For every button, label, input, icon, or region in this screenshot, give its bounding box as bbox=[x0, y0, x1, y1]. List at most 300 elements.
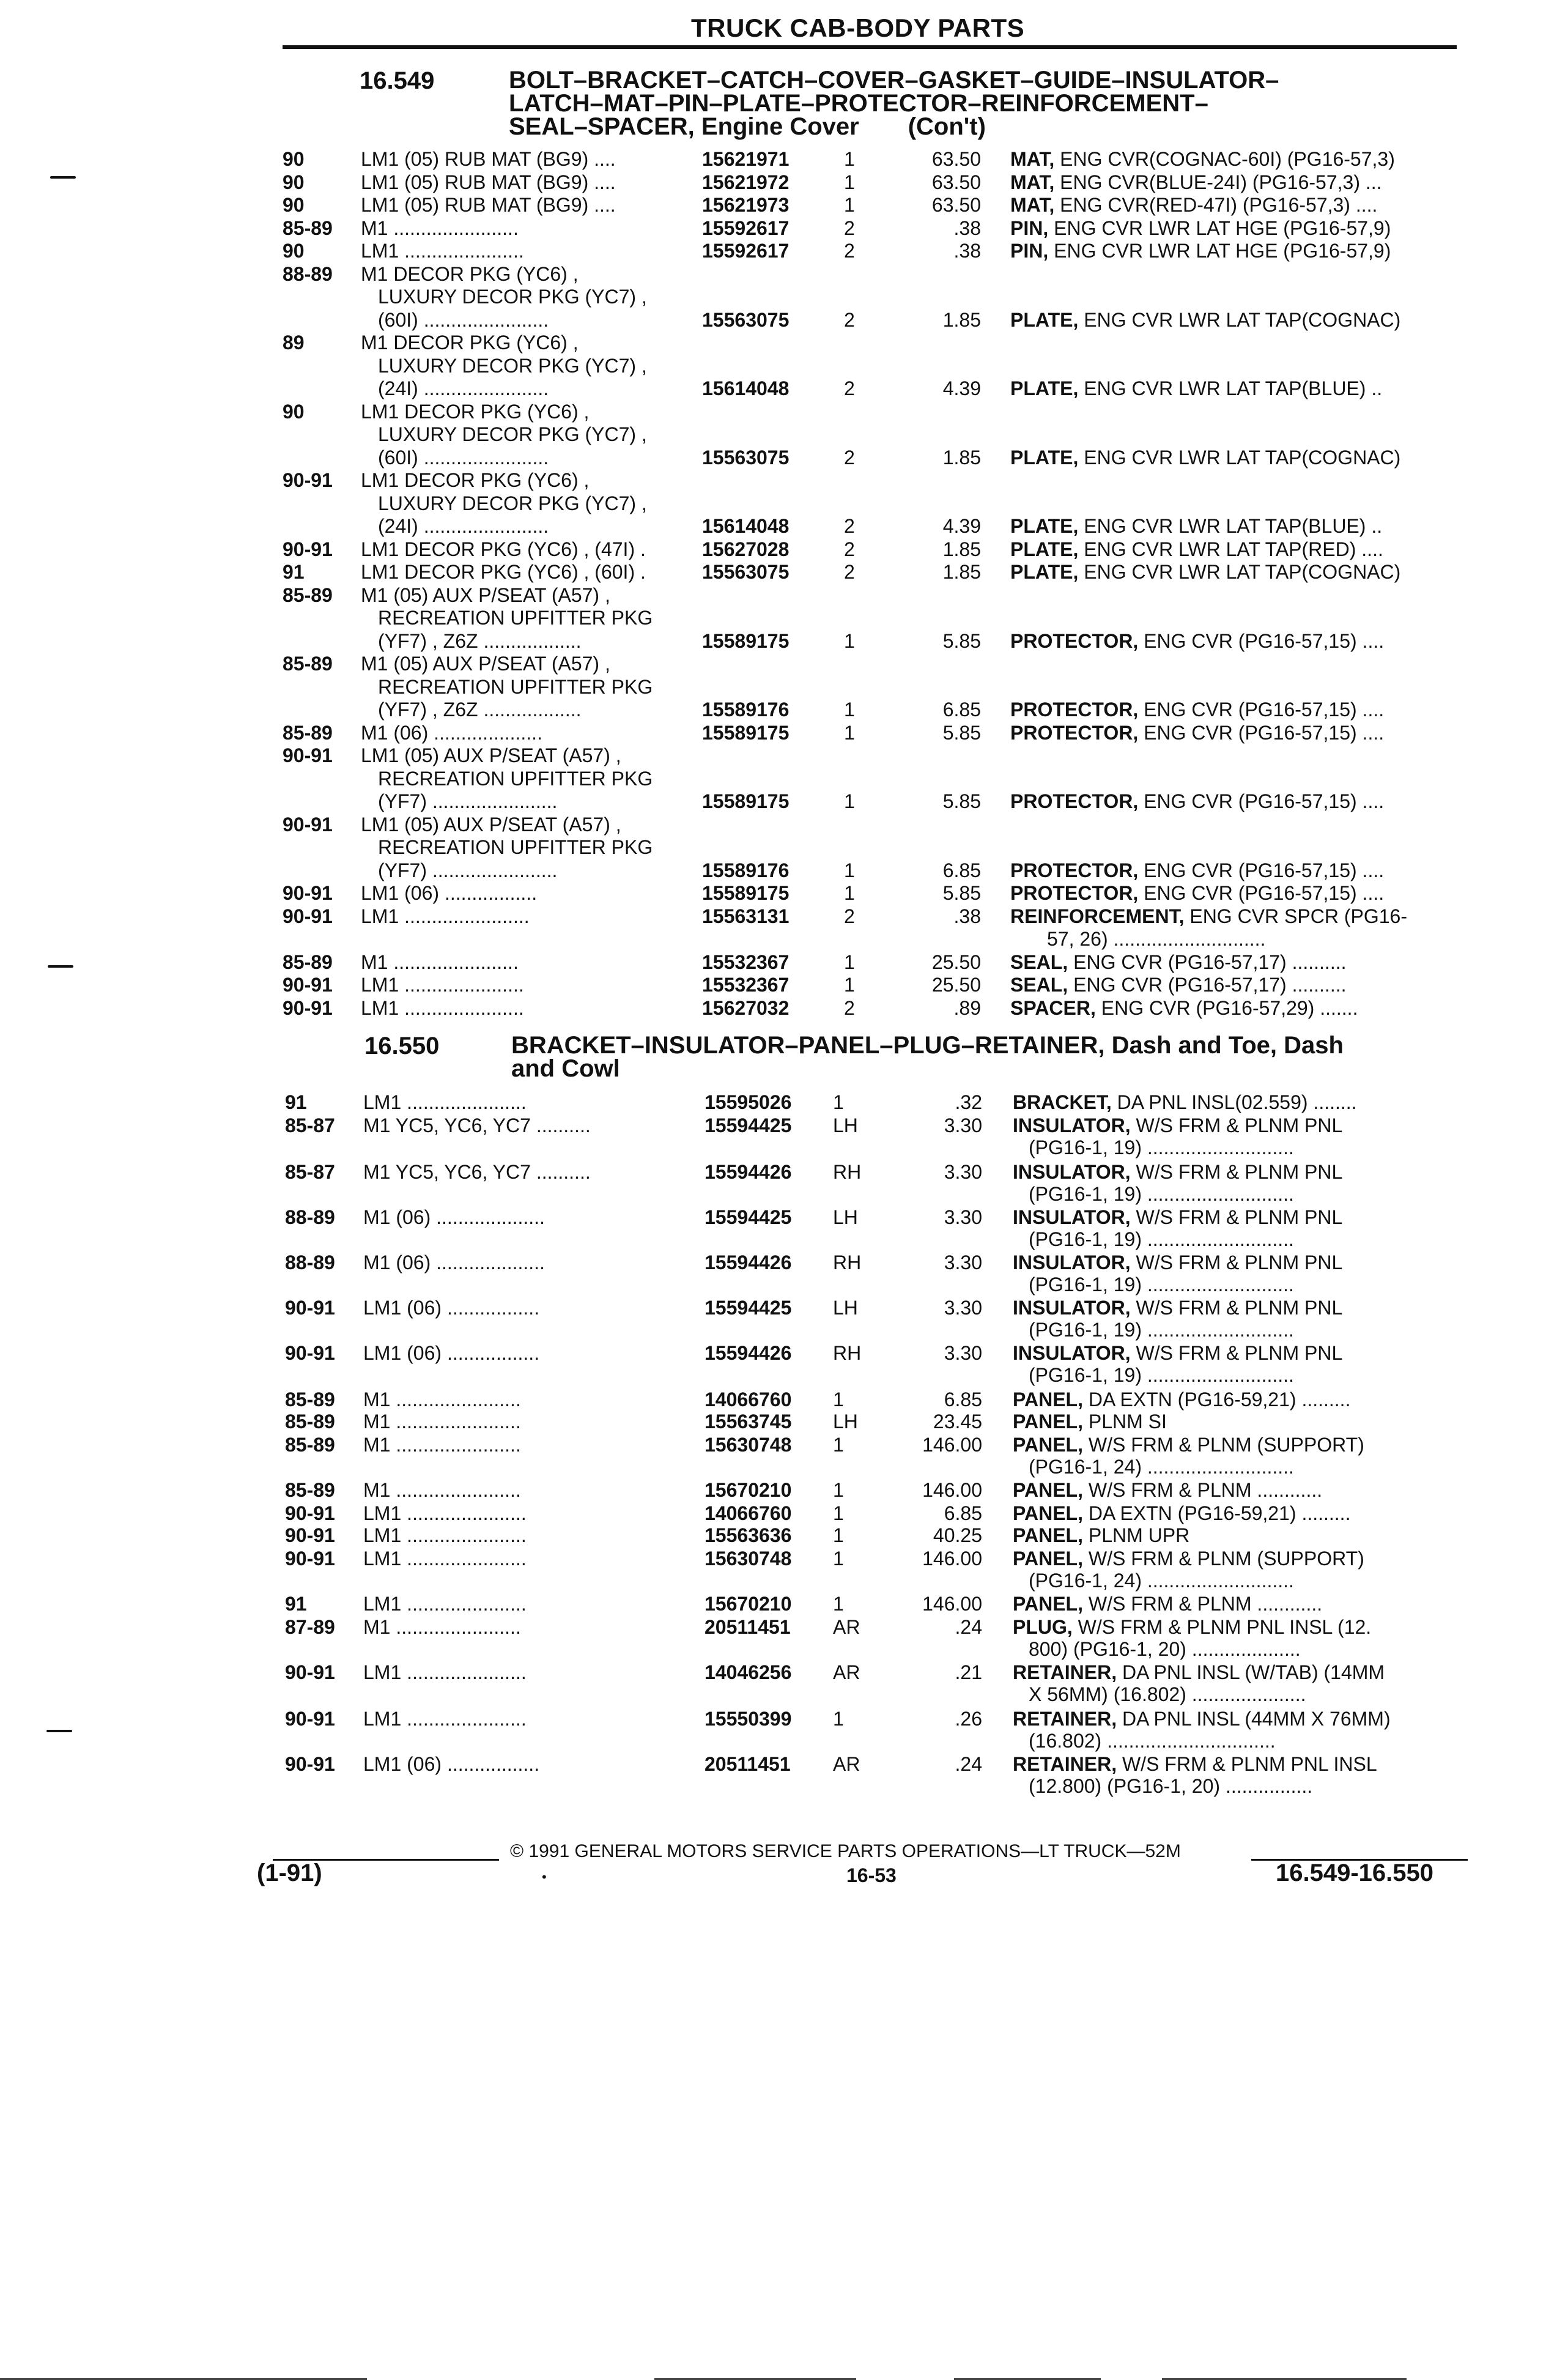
model-application: LM1 (06) ................. bbox=[363, 1342, 540, 1364]
quantity: 1 bbox=[833, 1479, 844, 1501]
part-number: 15550399 bbox=[705, 1708, 792, 1730]
part-name: INSULATOR, bbox=[1013, 1342, 1131, 1364]
quantity: 1 bbox=[833, 1708, 844, 1730]
part-name: PLATE, bbox=[1010, 447, 1079, 469]
part-number: 15670210 bbox=[705, 1479, 792, 1501]
price: 6.85 bbox=[944, 1502, 982, 1524]
part-detail: W/S FRM & PLNM ............ bbox=[1082, 1593, 1323, 1615]
part-name: PIN, bbox=[1010, 240, 1049, 262]
price: .38 bbox=[953, 905, 981, 927]
part-detail: ENG CVR LWR LAT TAP(BLUE) .. bbox=[1078, 515, 1383, 537]
section-heading bbox=[509, 69, 1279, 138]
price: 146.00 bbox=[922, 1593, 982, 1615]
model-application: LM1 ...................... bbox=[363, 1502, 527, 1524]
part-number: 15630748 bbox=[705, 1548, 792, 1570]
part-name: MAT, bbox=[1010, 148, 1055, 170]
continued-label: (Con't) bbox=[908, 113, 986, 140]
part-name: PANEL, bbox=[1013, 1479, 1083, 1501]
part-number: 15589176 bbox=[702, 859, 790, 881]
model-year: 90-91 bbox=[283, 814, 333, 836]
model-application: LM1 ...................... bbox=[361, 240, 524, 262]
part-description-cont: 800) (PG16-1, 20) .................... bbox=[1029, 1638, 1301, 1660]
model-year: 90-91 bbox=[283, 469, 333, 491]
model-application: LUXURY DECOR PKG (YC7) , bbox=[378, 355, 647, 377]
model-year: 90-91 bbox=[285, 1342, 335, 1364]
part-description bbox=[1013, 1753, 1377, 1775]
part-name: PLUG, bbox=[1013, 1616, 1073, 1638]
part-number: 15594425 bbox=[705, 1206, 792, 1228]
part-description bbox=[1010, 561, 1400, 583]
part-description bbox=[1013, 1708, 1391, 1730]
part-detail: DA EXTN (PG16-59,21) ......... bbox=[1082, 1502, 1351, 1524]
part-name: PLATE, bbox=[1010, 538, 1079, 560]
part-number: 15563075 bbox=[702, 309, 790, 331]
quantity: 1 bbox=[844, 859, 855, 881]
model-year: 87-89 bbox=[285, 1616, 335, 1638]
quantity: AR bbox=[833, 1616, 860, 1638]
part-detail: ENG CVR (PG16-57,15) .... bbox=[1138, 882, 1385, 904]
part-number: 15589175 bbox=[702, 722, 790, 744]
model-year: 90-91 bbox=[285, 1502, 335, 1524]
part-name: INSULATOR, bbox=[1013, 1161, 1131, 1183]
part-description-cont: (PG16-1, 19) ........................... bbox=[1029, 1228, 1294, 1250]
quantity: 1 bbox=[844, 974, 855, 996]
model-application: LM1 DECOR PKG (YC6) , (47I) . bbox=[361, 538, 646, 560]
part-description bbox=[1013, 1661, 1385, 1683]
quantity: 1 bbox=[844, 882, 855, 904]
part-detail: ENG CVR SPCR (PG16- bbox=[1184, 905, 1407, 927]
part-number: 15627032 bbox=[702, 997, 790, 1019]
model-application: LM1 (06) ................. bbox=[361, 882, 538, 904]
model-year: 88-89 bbox=[285, 1251, 335, 1273]
section-heading-text: SEAL–SPACER, Engine Cover bbox=[509, 113, 859, 140]
part-detail: ENG CVR(BLUE-24I) (PG16-57,3) ... bbox=[1054, 171, 1382, 193]
part-number: 15592617 bbox=[702, 217, 790, 239]
model-application: M1 ....................... bbox=[361, 951, 519, 973]
quantity: 1 bbox=[833, 1524, 844, 1546]
model-year: 85-89 bbox=[283, 951, 333, 973]
quantity: LH bbox=[833, 1297, 858, 1319]
part-name: MAT, bbox=[1010, 194, 1055, 216]
part-number: 15592617 bbox=[702, 240, 790, 262]
part-number: 15614048 bbox=[702, 377, 790, 399]
section-heading-line: BOLT–BRACKET–CATCH–COVER–GASKET–GUIDE–INSULATOR– bbox=[509, 67, 1279, 94]
price: 3.30 bbox=[944, 1251, 982, 1273]
part-description bbox=[1013, 1297, 1342, 1319]
model-year: 90-91 bbox=[283, 744, 333, 766]
page-title: TRUCK CAB-BODY PARTS bbox=[691, 13, 1025, 42]
price: 1.85 bbox=[942, 447, 981, 469]
part-number: 15614048 bbox=[702, 515, 790, 537]
price: 1.85 bbox=[942, 561, 981, 583]
part-name: SPACER, bbox=[1010, 997, 1096, 1019]
quantity: 1 bbox=[844, 951, 855, 973]
part-number: 15589175 bbox=[702, 630, 790, 652]
model-application: LUXURY DECOR PKG (YC7) , bbox=[378, 423, 647, 445]
model-year: 85-89 bbox=[285, 1411, 335, 1433]
price: .21 bbox=[955, 1661, 982, 1683]
model-year: 91 bbox=[283, 561, 305, 583]
price: 63.50 bbox=[931, 171, 981, 193]
price: 5.85 bbox=[942, 790, 981, 812]
part-name: PLATE, bbox=[1010, 377, 1079, 399]
price: 3.30 bbox=[944, 1161, 982, 1183]
part-description bbox=[1010, 194, 1377, 216]
part-name: RETAINER, bbox=[1013, 1661, 1117, 1683]
part-name: SEAL, bbox=[1010, 951, 1068, 973]
quantity: 1 bbox=[833, 1091, 844, 1113]
part-description bbox=[1010, 882, 1384, 904]
part-description-cont: (PG16-1, 24) ........................... bbox=[1029, 1456, 1294, 1478]
quantity: AR bbox=[833, 1661, 860, 1683]
model-year: 85-89 bbox=[285, 1434, 335, 1456]
part-description bbox=[1010, 997, 1358, 1019]
part-number: 15630748 bbox=[705, 1434, 792, 1456]
price: 1.85 bbox=[942, 309, 981, 331]
part-name: BRACKET, bbox=[1013, 1091, 1112, 1113]
price: 5.85 bbox=[942, 882, 981, 904]
quantity: 2 bbox=[844, 309, 855, 331]
quantity: 1 bbox=[844, 699, 855, 721]
part-detail: ENG CVR (PG16-57,15) .... bbox=[1138, 699, 1385, 721]
price: 1.85 bbox=[942, 538, 981, 560]
part-detail: ENG CVR LWR LAT TAP(BLUE) .. bbox=[1078, 377, 1383, 399]
quantity: 1 bbox=[833, 1593, 844, 1615]
binder-hole-mark bbox=[46, 1730, 72, 1732]
binder-hole-mark bbox=[50, 176, 76, 179]
part-name: PANEL, bbox=[1013, 1524, 1083, 1546]
model-application: M1 (06) .................... bbox=[361, 722, 542, 744]
part-name: PLATE, bbox=[1010, 309, 1079, 331]
part-detail: ENG CVR (PG16-57,15) .... bbox=[1138, 722, 1385, 744]
part-description-cont: (PG16-1, 24) ........................... bbox=[1029, 1570, 1294, 1592]
quantity: 1 bbox=[844, 790, 855, 812]
part-description-cont: (PG16-1, 19) ........................... bbox=[1029, 1319, 1294, 1341]
model-year: 85-89 bbox=[285, 1479, 335, 1501]
part-detail: ENG CVR (PG16-57,17) .......... bbox=[1068, 951, 1347, 973]
price: 146.00 bbox=[922, 1548, 982, 1570]
part-detail: ENG CVR LWR LAT TAP(RED) .... bbox=[1078, 538, 1383, 560]
footer-page-number: 16-53 bbox=[846, 1864, 897, 1886]
binder-hole-mark bbox=[48, 965, 73, 968]
quantity: 1 bbox=[844, 194, 855, 216]
part-description bbox=[1013, 1593, 1322, 1615]
price: 3.30 bbox=[944, 1114, 982, 1136]
part-name: PROTECTOR, bbox=[1010, 722, 1139, 744]
part-detail: ENG CVR (PG16-57,17) .......... bbox=[1068, 974, 1347, 996]
part-detail: W/S FRM & PLNM PNL bbox=[1130, 1206, 1343, 1228]
price: 146.00 bbox=[922, 1434, 982, 1456]
model-year: 85-89 bbox=[283, 584, 333, 606]
part-detail: W/S FRM & PLNM ............ bbox=[1082, 1479, 1323, 1501]
model-year: 89 bbox=[283, 332, 305, 354]
part-number: 15589175 bbox=[702, 790, 790, 812]
section-heading-line: LATCH–MAT–PIN–PLATE–PROTECTOR–REINFORCEMENT– bbox=[509, 90, 1208, 117]
price: .24 bbox=[955, 1616, 982, 1638]
part-detail: PLNM SI bbox=[1082, 1411, 1167, 1433]
part-detail: ENG CVR (PG16-57,15) .... bbox=[1138, 790, 1385, 812]
model-year: 90-91 bbox=[283, 882, 333, 904]
part-name: PANEL, bbox=[1013, 1388, 1083, 1411]
part-name: PIN, bbox=[1010, 217, 1049, 239]
model-application: LM1 ...................... bbox=[363, 1708, 527, 1730]
part-name: RETAINER, bbox=[1013, 1753, 1117, 1775]
quantity: 2 bbox=[844, 561, 855, 583]
part-number: 15563745 bbox=[705, 1411, 792, 1433]
part-detail: DA PNL INSL (W/TAB) (14MM bbox=[1117, 1661, 1385, 1683]
section-heading-line: BRACKET–INSULATOR–PANEL–PLUG–RETAINER, Dash and Toe, Dash bbox=[511, 1032, 1344, 1059]
model-application: LM1 ....................... bbox=[361, 905, 530, 927]
model-application: M1 (05) AUX P/SEAT (A57) , bbox=[361, 584, 610, 606]
model-application: LM1 ...................... bbox=[361, 997, 524, 1019]
part-description bbox=[1010, 951, 1346, 973]
price: .26 bbox=[955, 1708, 982, 1730]
part-number: 15594426 bbox=[705, 1342, 792, 1364]
part-number: 20511451 bbox=[705, 1616, 791, 1638]
part-detail: DA EXTN (PG16-59,21) ......... bbox=[1082, 1388, 1351, 1411]
part-description bbox=[1013, 1479, 1322, 1501]
model-application: M1 ....................... bbox=[363, 1479, 521, 1501]
model-application: M1 DECOR PKG (YC6) , bbox=[361, 263, 579, 285]
part-description-cont: (16.802) ............................... bbox=[1029, 1730, 1276, 1752]
price: .24 bbox=[955, 1753, 982, 1775]
model-application: RECREATION UPFITTER PKG bbox=[378, 768, 653, 790]
part-name: PANEL, bbox=[1013, 1593, 1083, 1615]
model-application: M1 YC5, YC6, YC7 .......... bbox=[363, 1114, 591, 1136]
model-year: 85-87 bbox=[285, 1161, 335, 1183]
part-number: 15563636 bbox=[705, 1524, 792, 1546]
model-year: 90-91 bbox=[283, 974, 333, 996]
model-application: (24I) ....................... bbox=[378, 515, 549, 537]
part-number: 14066760 bbox=[705, 1388, 792, 1411]
model-application: LM1 DECOR PKG (YC6) , (60I) . bbox=[361, 561, 646, 583]
model-application: M1 ....................... bbox=[363, 1434, 521, 1456]
part-name: PANEL, bbox=[1013, 1502, 1083, 1524]
part-detail: PLNM UPR bbox=[1082, 1524, 1190, 1546]
quantity: 2 bbox=[844, 538, 855, 560]
quantity: LH bbox=[833, 1206, 858, 1228]
model-application: M1 (06) .................... bbox=[363, 1251, 545, 1273]
part-name: PROTECTOR, bbox=[1010, 859, 1139, 881]
quantity: RH bbox=[833, 1342, 862, 1364]
quantity: 2 bbox=[844, 905, 855, 927]
part-detail: W/S FRM & PLNM PNL bbox=[1130, 1161, 1343, 1183]
price: 63.50 bbox=[931, 148, 981, 170]
price: 6.85 bbox=[942, 859, 981, 881]
quantity: 2 bbox=[844, 217, 855, 239]
footer-mark: • bbox=[542, 1869, 547, 1885]
part-detail: W/S FRM & PLNM PNL bbox=[1130, 1342, 1343, 1364]
model-application: M1 (06) .................... bbox=[363, 1206, 545, 1228]
part-description bbox=[1013, 1091, 1357, 1113]
part-name: SEAL, bbox=[1010, 974, 1068, 996]
quantity: AR bbox=[833, 1753, 860, 1775]
section-number: 16.550 bbox=[364, 1032, 440, 1059]
model-year: 90-91 bbox=[283, 538, 333, 560]
price: .38 bbox=[953, 217, 981, 239]
model-year: 90 bbox=[283, 148, 305, 170]
part-number: 15594425 bbox=[705, 1297, 792, 1319]
model-application: M1 DECOR PKG (YC6) , bbox=[361, 332, 579, 354]
quantity: 2 bbox=[844, 377, 855, 399]
price: .32 bbox=[955, 1091, 982, 1113]
part-description bbox=[1013, 1616, 1371, 1638]
part-detail: W/S FRM & PLNM PNL bbox=[1130, 1114, 1343, 1136]
part-number: 15563075 bbox=[702, 447, 790, 469]
model-year: 85-89 bbox=[283, 217, 333, 239]
model-year: 90-91 bbox=[285, 1708, 335, 1730]
price: .89 bbox=[953, 997, 981, 1019]
model-year: 85-89 bbox=[283, 653, 333, 675]
part-number: 15532367 bbox=[702, 951, 790, 973]
part-name: REINFORCEMENT, bbox=[1010, 905, 1185, 927]
price: .38 bbox=[953, 240, 981, 262]
price: 25.50 bbox=[931, 974, 981, 996]
model-year: 90-91 bbox=[285, 1661, 335, 1683]
part-detail: ENG CVR (PG16-57,15) .... bbox=[1138, 630, 1385, 652]
model-year: 90-91 bbox=[285, 1297, 335, 1319]
quantity: 2 bbox=[844, 997, 855, 1019]
part-description bbox=[1013, 1502, 1350, 1524]
part-name: MAT, bbox=[1010, 171, 1055, 193]
model-application: (YF7) , Z6Z .................. bbox=[378, 699, 582, 721]
quantity: 1 bbox=[833, 1502, 844, 1524]
price: 5.85 bbox=[942, 630, 981, 652]
part-name: PLATE, bbox=[1010, 561, 1079, 583]
part-detail: ENG CVR(COGNAC-60I) (PG16-57,3) bbox=[1054, 148, 1395, 170]
part-description-cont: (PG16-1, 19) ........................... bbox=[1029, 1364, 1294, 1386]
price: 25.50 bbox=[931, 951, 981, 973]
part-detail: ENG CVR (PG16-57,29) ....... bbox=[1095, 997, 1358, 1019]
model-application: LUXURY DECOR PKG (YC7) , bbox=[378, 492, 647, 514]
part-description bbox=[1010, 240, 1391, 262]
quantity: 1 bbox=[844, 171, 855, 193]
part-description bbox=[1013, 1524, 1189, 1546]
model-application: LM1 (06) ................. bbox=[363, 1297, 540, 1319]
price: 6.85 bbox=[944, 1388, 982, 1411]
part-name: RETAINER, bbox=[1013, 1708, 1117, 1730]
section-number: 16.549 bbox=[360, 67, 435, 94]
quantity: 2 bbox=[844, 515, 855, 537]
price: 4.39 bbox=[942, 377, 981, 399]
quantity: RH bbox=[833, 1251, 862, 1273]
part-description bbox=[1010, 630, 1384, 652]
model-year: 91 bbox=[285, 1593, 307, 1615]
part-description bbox=[1013, 1388, 1350, 1411]
part-description bbox=[1010, 515, 1382, 537]
model-application: LM1 (05) AUX P/SEAT (A57) , bbox=[361, 744, 621, 766]
model-application: (60I) ....................... bbox=[378, 447, 549, 469]
section-heading-line: and Cowl bbox=[511, 1055, 620, 1082]
part-number: 15595026 bbox=[705, 1091, 792, 1113]
part-number: 15594426 bbox=[705, 1161, 792, 1183]
part-number: 15563075 bbox=[702, 561, 790, 583]
model-application: M1 YC5, YC6, YC7 .......... bbox=[363, 1161, 591, 1183]
part-name: INSULATOR, bbox=[1013, 1114, 1131, 1136]
part-detail: ENG CVR LWR LAT HGE (PG16-57,9) bbox=[1048, 217, 1391, 239]
model-application: (YF7) , Z6Z .................. bbox=[378, 630, 582, 652]
model-year: 88-89 bbox=[283, 263, 333, 285]
part-description bbox=[1013, 1114, 1342, 1136]
part-description bbox=[1010, 447, 1400, 469]
model-year: 90 bbox=[283, 240, 305, 262]
quantity: 1 bbox=[844, 722, 855, 744]
part-description-cont: (PG16-1, 19) ........................... bbox=[1029, 1273, 1294, 1296]
model-application: LM1 ...................... bbox=[363, 1091, 527, 1113]
part-detail: W/S FRM & PLNM PNL bbox=[1130, 1251, 1343, 1273]
part-description bbox=[1010, 722, 1384, 744]
model-application: LM1 (05) AUX P/SEAT (A57) , bbox=[361, 814, 621, 836]
model-application: M1 ....................... bbox=[363, 1411, 521, 1433]
part-number: 14046256 bbox=[705, 1661, 792, 1683]
quantity: 2 bbox=[844, 447, 855, 469]
part-description bbox=[1013, 1251, 1342, 1273]
model-year: 90 bbox=[283, 401, 305, 423]
model-application: M1 ....................... bbox=[361, 217, 519, 239]
part-description bbox=[1010, 974, 1346, 996]
model-year: 85-89 bbox=[285, 1388, 335, 1411]
part-detail: W/S FRM & PLNM (SUPPORT) bbox=[1082, 1434, 1364, 1456]
part-name: PROTECTOR, bbox=[1010, 699, 1139, 721]
section-heading bbox=[511, 1034, 1344, 1080]
part-number: 15589176 bbox=[702, 699, 790, 721]
model-application: LM1 DECOR PKG (YC6) , bbox=[361, 401, 590, 423]
footer-copyright: © 1991 GENERAL MOTORS SERVICE PARTS OPERATIONS—LT TRUCK—52M bbox=[510, 1841, 1181, 1861]
part-detail: W/S FRM & PLNM (SUPPORT) bbox=[1082, 1548, 1364, 1570]
price: 3.30 bbox=[944, 1206, 982, 1228]
part-number: 15670210 bbox=[705, 1593, 792, 1615]
part-number: 20511451 bbox=[705, 1753, 791, 1775]
price: 146.00 bbox=[922, 1479, 982, 1501]
model-year: 91 bbox=[285, 1091, 307, 1113]
part-detail: W/S FRM & PLNM PNL INSL (12. bbox=[1072, 1616, 1372, 1638]
quantity: LH bbox=[833, 1411, 858, 1433]
model-year: 90-91 bbox=[283, 997, 333, 1019]
model-year: 85-89 bbox=[283, 722, 333, 744]
part-description bbox=[1010, 148, 1395, 170]
quantity: 1 bbox=[833, 1434, 844, 1456]
part-detail: ENG CVR LWR LAT HGE (PG16-57,9) bbox=[1048, 240, 1391, 262]
part-name: PROTECTOR, bbox=[1010, 882, 1139, 904]
quantity: RH bbox=[833, 1161, 862, 1183]
part-description bbox=[1010, 790, 1384, 812]
part-detail: DA PNL INSL (44MM X 76MM) bbox=[1117, 1708, 1391, 1730]
part-description bbox=[1010, 538, 1383, 560]
model-year: 90 bbox=[283, 171, 305, 193]
part-name: PROTECTOR, bbox=[1010, 790, 1139, 812]
part-description bbox=[1010, 309, 1400, 331]
part-detail: W/S FRM & PLNM PNL INSL bbox=[1117, 1753, 1377, 1775]
part-number: 15594426 bbox=[705, 1251, 792, 1273]
quantity: 2 bbox=[844, 240, 855, 262]
section-heading-line bbox=[509, 115, 1279, 138]
model-application: M1 ....................... bbox=[363, 1616, 521, 1638]
part-name: PANEL, bbox=[1013, 1548, 1083, 1570]
price: 63.50 bbox=[931, 194, 981, 216]
part-description bbox=[1013, 1411, 1167, 1433]
part-description-cont: (PG16-1, 19) ........................... bbox=[1029, 1183, 1294, 1205]
part-detail: ENG CVR LWR LAT TAP(COGNAC) bbox=[1078, 309, 1401, 331]
part-detail: 57, 26) ............................ bbox=[1047, 928, 1266, 950]
model-application: LM1 DECOR PKG (YC6) , bbox=[361, 469, 590, 491]
part-detail: ENG CVR LWR LAT TAP(COGNAC) bbox=[1078, 561, 1401, 583]
part-name: PLATE, bbox=[1010, 515, 1079, 537]
quantity: 1 bbox=[844, 630, 855, 652]
quantity: 1 bbox=[833, 1388, 844, 1411]
model-application: LM1 (06) ................. bbox=[363, 1753, 540, 1775]
title-rule bbox=[283, 45, 1457, 49]
model-year: 90-91 bbox=[285, 1548, 335, 1570]
